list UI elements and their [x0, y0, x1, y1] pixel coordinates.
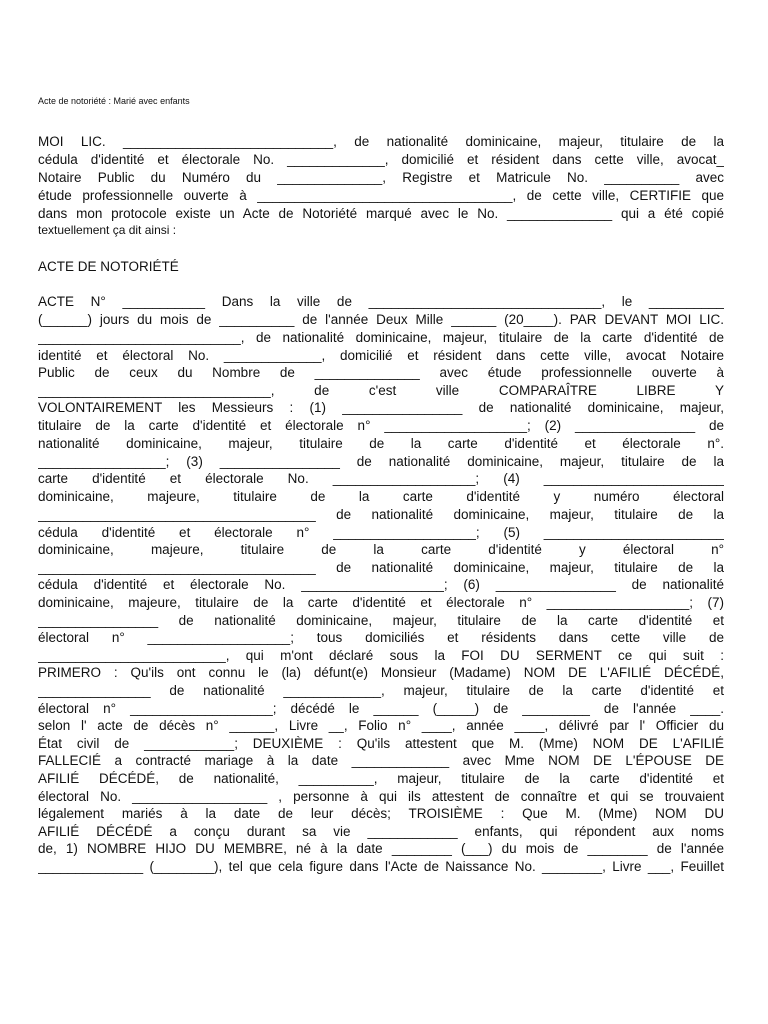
text-line: nationalité dominicaine, majeur, titulaire de la carte d'identité et électorale n°. [38, 436, 724, 451]
text-line: dominicaine, majeure, titulaire de la carte d'identité y électoral n° [38, 542, 724, 557]
text-line: AFILIÉ DÉCÉDÉ a conçu durant sa vie ____________ enfants, qui répondent aux noms [38, 824, 724, 839]
text-line: _________________; (3) ________________ de nationalité dominicaine, majeur, titulaire de la [38, 454, 724, 469]
text-line: AFILIÉ DÉCÉDÉ, de nationalité, __________, majeur, titulaire de la carte d'identité et [38, 771, 724, 786]
text-line: carte d'identité et électorale No. ___________________; (4) ________________________ [38, 471, 724, 486]
text-line: ___________________________, de nationalité dominicaine, majeur, titulaire de la carte d'identité de [38, 330, 724, 345]
text-line: VOLONTAIREMENT les Messieurs : (1) ________________ de nationalité dominicaine, majeur, [38, 400, 724, 415]
text-line: électoral n° ___________________; tous domiciliés et résidents dans cette ville de [38, 630, 724, 645]
text-line: textuellement ça dit ainsi : [38, 223, 177, 237]
text-line: dominicaine, majeure, titulaire de la carte d'identité et électorale n° ___________________; (7) [38, 595, 724, 610]
section-heading: ACTE DE NOTORIÉTÉ [38, 259, 179, 274]
text-line: FALLECIÉ a contracté mariage à la date _____________ avec Mme NOM DE L'ÉPOUSE DE [38, 753, 724, 768]
text-line: MOI LIC. ____________________________, de nationalité dominicaine, majeur, titulaire de la [38, 134, 724, 149]
text-line: étude professionnelle ouverte à __________________________________, de cette ville, CERTIFIE que [38, 188, 724, 203]
text-line: identité et électoral No. _____________, domicilié et résident dans cette ville, avocat Notaire [38, 348, 724, 363]
text-line: de, 1) NOMBRE HIJO DU MEMBRE, né à la date ________ (___) du mois de ________ de l'année [38, 841, 724, 856]
text-line: _______________________________, de c'est ville COMPARAÎTRE LIBRE Y [38, 383, 724, 398]
text-line: PRIMERO : Qu'ils ont connu le (la) défunt(e) Monsieur (Madame) NOM DE L'AFILIÉ DÉCÉDÉ, [38, 665, 724, 680]
text-line: titulaire de la carte d'identité et électorale n° ___________________; (2) ________________ de [38, 418, 724, 433]
text-line: _________________________, qui m'ont déclaré sous la FOI DU SERMENT ce qui suit : [38, 648, 724, 663]
text-line: Public de ceux du Nombre de ______________ avec étude professionnelle ouverte à [38, 365, 724, 380]
text-line: cédula d'identité et électorale n° ___________________; (5) ________________________ [38, 525, 724, 540]
document-header: Acte de notoriété : Marié avec enfants [38, 96, 190, 106]
text-line: cédula d'identité et électorale No. ___________________; (6) ________________ de nationalité [38, 577, 724, 592]
text-line: dominicaine, majeure, titulaire de la carte d'identité y numéro électoral [38, 489, 724, 504]
text-line: dans mon protocole existe un Acte de Notoriété marqué avec le No. ______________ qui a été copié [38, 206, 724, 221]
text-line: légalement mariés à la date de leur décès; TROISIÈME : Que M. (Mme) NOM DU [38, 806, 724, 821]
text-line: (______) jours du mois de __________ de l'année Deux Mille ______ (20____). PAR DEVANT MOI LIC. [38, 312, 724, 327]
text-line: ______________ (________), tel que cela figure dans l'Acte de Naissance No. ________, Livre ___, Feuillet [38, 859, 724, 874]
text-line: _______________ de nationalité _____________, majeur, titulaire de la carte d'identité et [38, 683, 724, 698]
text-line: ACTE N° ___________ Dans la ville de _______________________________, le __________ [38, 294, 724, 309]
text-line: cédula d'identité et électorale No. _____________, domicilié et résident dans cette ville, avocat_ [38, 152, 724, 167]
text-line: électoral n° ___________________; décédé le ______ (_____) de _________ de l'année ____. [38, 701, 724, 716]
text-line: électoral No. __________________ , personne à qui ils attestent de connaître et qui se trouvaient [38, 789, 724, 804]
text-line: État civil de ____________; DEUXIÈME : Qu'ils attestent que M. (Mme) NOM DE L'AFILIÉ [38, 736, 724, 751]
text-line: Notaire Public du Numéro du ______________, Registre et Matricule No. __________ avec [38, 170, 724, 185]
text-line: _____________________________________ de nationalité dominicaine, majeur, titulaire de la [38, 560, 724, 575]
text-line: ________________ de nationalité dominicaine, majeur, titulaire de la carte d'identité et [38, 613, 724, 628]
text-line: _____________________________________ de nationalité dominicaine, majeur, titulaire de la [38, 507, 724, 522]
text-line: selon l' acte de décès n° ______, Livre __, Folio n° ____, année ____, délivré par l' Officier du [38, 718, 724, 733]
